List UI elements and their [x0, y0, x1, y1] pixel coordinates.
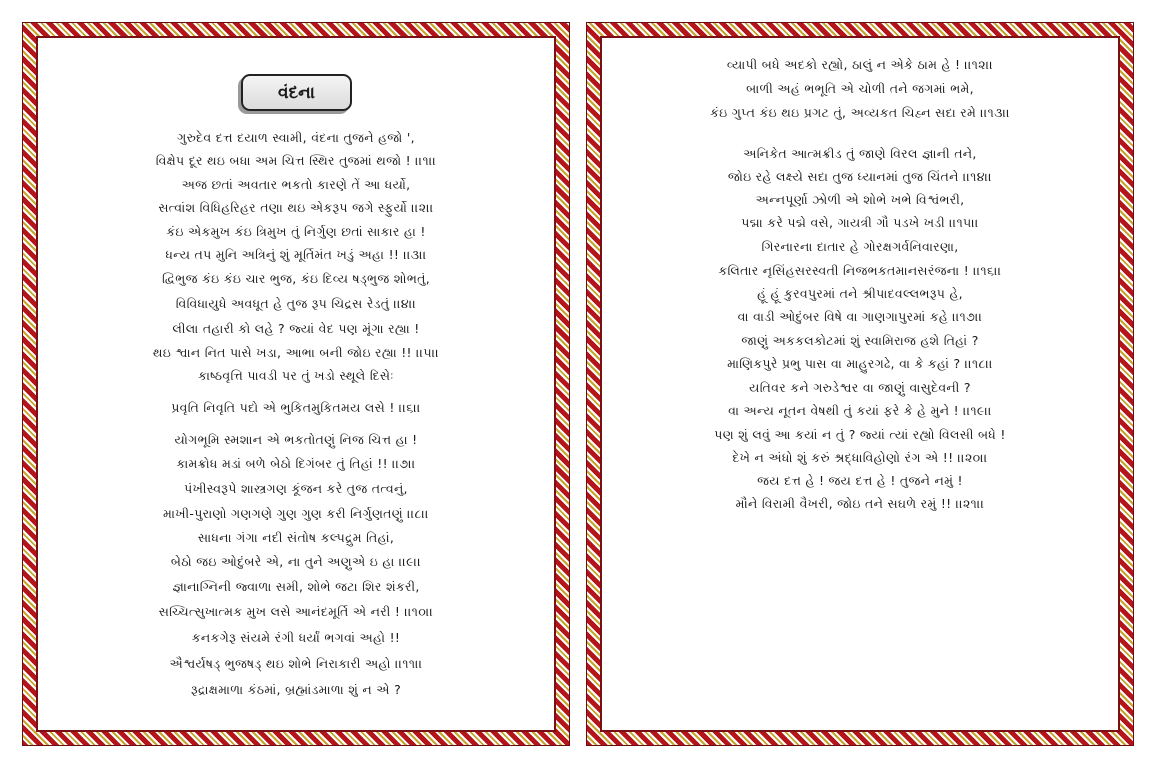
verse-line: કામક્રોધ મડાં બળે બેઠો દિગંબર તું તિહાં !! ।।૭।।: [176, 456, 416, 471]
verse-line: પણ શું લવું આ કયાં ન તું ? જ્યાં ત્યાં રહ્યો વિલસી બધે !: [714, 427, 1006, 442]
right-page: [586, 22, 1134, 746]
verse-line: પદ્મા કરે પદ્મે વસે, ગાયત્રી ગૌ પડખે ખડી ।।૧૫।।: [741, 215, 979, 230]
verse-line: રૂદ્રાક્ષમાળા કંઠમાં, બ્રહ્માંડમાળા શું ન એ ?: [191, 682, 401, 697]
verse-line: સાધના ગંગા નદી સંતોષ કલ્પદ્રુમ તિહાં,: [197, 530, 395, 545]
verse-line: અનિકેત આત્મક્રીડ તું જાણે વિરલ જ્ઞાની તને,: [743, 146, 977, 161]
verse-line: દેખે ન અંધો શું કરું શ્રદ્ધાવિહોણો રંગ એ !! ।।૨૦।।: [732, 450, 988, 465]
verse-line: કાષ્ઠવૃત્તિ પાવડી પર તું ખડો સ્થૂલે દિસેઃ: [198, 368, 394, 383]
verse-line: વ્યાપી બધે અદકો રહ્યો, ઠાલું ન એકે ઠામ હે ! ।।૧૨।।: [726, 57, 994, 72]
verse-line: બાળી અહં ભભૂતિ એ ચોળી તને જગમાં ભમે,: [746, 81, 974, 96]
verse-line: ઐશ્વર્યષડ્ ભુજષડ્ થઇ શોભે નિરાકારી અહો ।।૧૧।।: [169, 656, 423, 671]
verse-line: જય દત્ત હે ! જય દત્ત હે ! તુજને નમું !: [757, 473, 963, 488]
verse-line: જ્ઞાનાગ્નિની જ્વાળા સમી, શોભે જટા શિર શંકરી,: [172, 579, 420, 594]
verse-line: કલિતાર નૃસિંહસરસ્વતી નિજભકતમાનસરંજના ! ।।૧૬।।: [718, 263, 1002, 278]
verse-line: માખી-પુરાણો ગણગણે ગુણ ગુણ કરી નિર્ગુણતણું ।।૮।।: [163, 506, 429, 521]
verse-line: સચ્ચિત્સુખાત્મક મુખ લસે આનંદમૂર્તિ એ નરી ! ।।૧૦।।: [158, 604, 434, 619]
verse-line: બેઠો જઇ ઓદુંબરે એ, ના તુને અણુએ ઇ હા ।।૯।।: [170, 554, 422, 569]
verse-line: હૂં હૂં કુરવપુરમાં તને શ્રીપાદવલ્લભરૂપ હે,: [757, 286, 963, 301]
verse-line: પંખીસ્વરૂપે શાસ્ત્રગણ કૂંજન કરે તુજ તત્વનું,: [184, 481, 408, 496]
verse-line: થઇ શ્વાન નિત પાસે ખડા, આભા બની જોઇ રહ્યા !! ।।૫।।: [152, 345, 440, 360]
verse-line: ગિરનારના દાતાર હે ગોરક્ષગર્વનિવારણા,: [761, 239, 959, 254]
verse-line: દ્વિભુજ કંઇ કંઇ ચાર ભુજ, કંઇ દિવ્ય ષડ્ભુજ શોભતું,: [162, 271, 430, 286]
verse-line: પ્રવૃતિ નિવૃતિ પદો એ ભુકિતમુકિતમય લસે ! ।।૬।।: [171, 400, 421, 415]
page-title: વંદના: [241, 74, 352, 111]
verse-line: યતિવર કને ગરુડેશ્વર વા જાણું વાસુદેવની ?: [749, 380, 971, 395]
left-page: [22, 22, 570, 746]
verse-line: માણિકપુરે પ્રભુ પાસ વા માહુરગઢે, વા કે કહાં ? ।।૧૮।।: [727, 356, 993, 371]
verse-line: અન્નપૂર્ણા ઝોળી એ શોભે ખભે વિશ્વંભરી,: [755, 192, 965, 207]
verse-line: સત્વાંશ વિધિહરિહર તણા થઇ એકરૂપ જગે સ્ફુર્યો ।।૨।।: [158, 200, 434, 215]
verse-line: કનકગેરૂ સંયમે રંગી ધર્યાં ભગવાં અહો !!: [191, 630, 401, 645]
verse-line: અજ છતાં અવતાર ભકતો કારણે તેં આ ધર્યો,: [181, 177, 411, 192]
verse-line: વા અન્ય નૂતન વેષથી તું કયાં ફરે કે હે મુને ! ।।૧૯।।: [728, 403, 992, 418]
verse-line: ગુરુદેવ દત્ત દયાળ સ્વામી, વંદના તુજને હજો ',: [177, 130, 415, 145]
verse-line: જાણું અકકલકોટમાં શું સ્વામિરાજ હશે તિહાં ?: [741, 333, 979, 348]
verse-line: વિક્ષેપ દૂર થઇ બધા અમ ચિત્ત સ્થિર તુજમાં થજો ! ।।૧।।: [155, 153, 437, 168]
verse-line: મૌને વિરામી વૈખરી, જોઇ તને સઘળે રમું !! ।।૨૧।।: [735, 496, 985, 511]
verse-line: વા વાડી ઓદુંબર વિષે વા ગાણગાપુરમાં કહે ।।૧૭।।: [737, 309, 983, 324]
verse-line: કંઇ ગુપ્ત કંઇ થઇ પ્રગટ તું, અવ્યકત ચિહ્ન સદા રમે ।।૧૩।।: [710, 105, 1010, 120]
verse-line: જોઇ રહે લક્ષ્યે સદા તુજ ધ્યાનમાં તુજ ચિંતને ।।૧૪।।: [727, 169, 993, 184]
verse-line: ધન્ય તપ મુનિ અત્રિનું શું મૂર્તિમંત ખડું અહા !! ।।૩।।: [165, 247, 427, 262]
verse-line: યોગભૂમિ સ્મશાન એ ભકતોતણું નિજ ચિત્ત હા !: [174, 432, 418, 447]
verse-line: વિવિધાયુધે અવધૂત હે તુજ રૂપ ચિદ્રસ રેડતું ।।૪।।: [175, 296, 417, 311]
verse-line: કંઇ એકમુખ કંઇ ત્રિમુખ તું નિર્ગુણ છતાં સાકાર હા !: [166, 224, 426, 239]
verse-line: લીલા તહારી કો લહે ? જ્યાં વેદ પણ મૂંગા રહ્યા !: [172, 321, 420, 336]
